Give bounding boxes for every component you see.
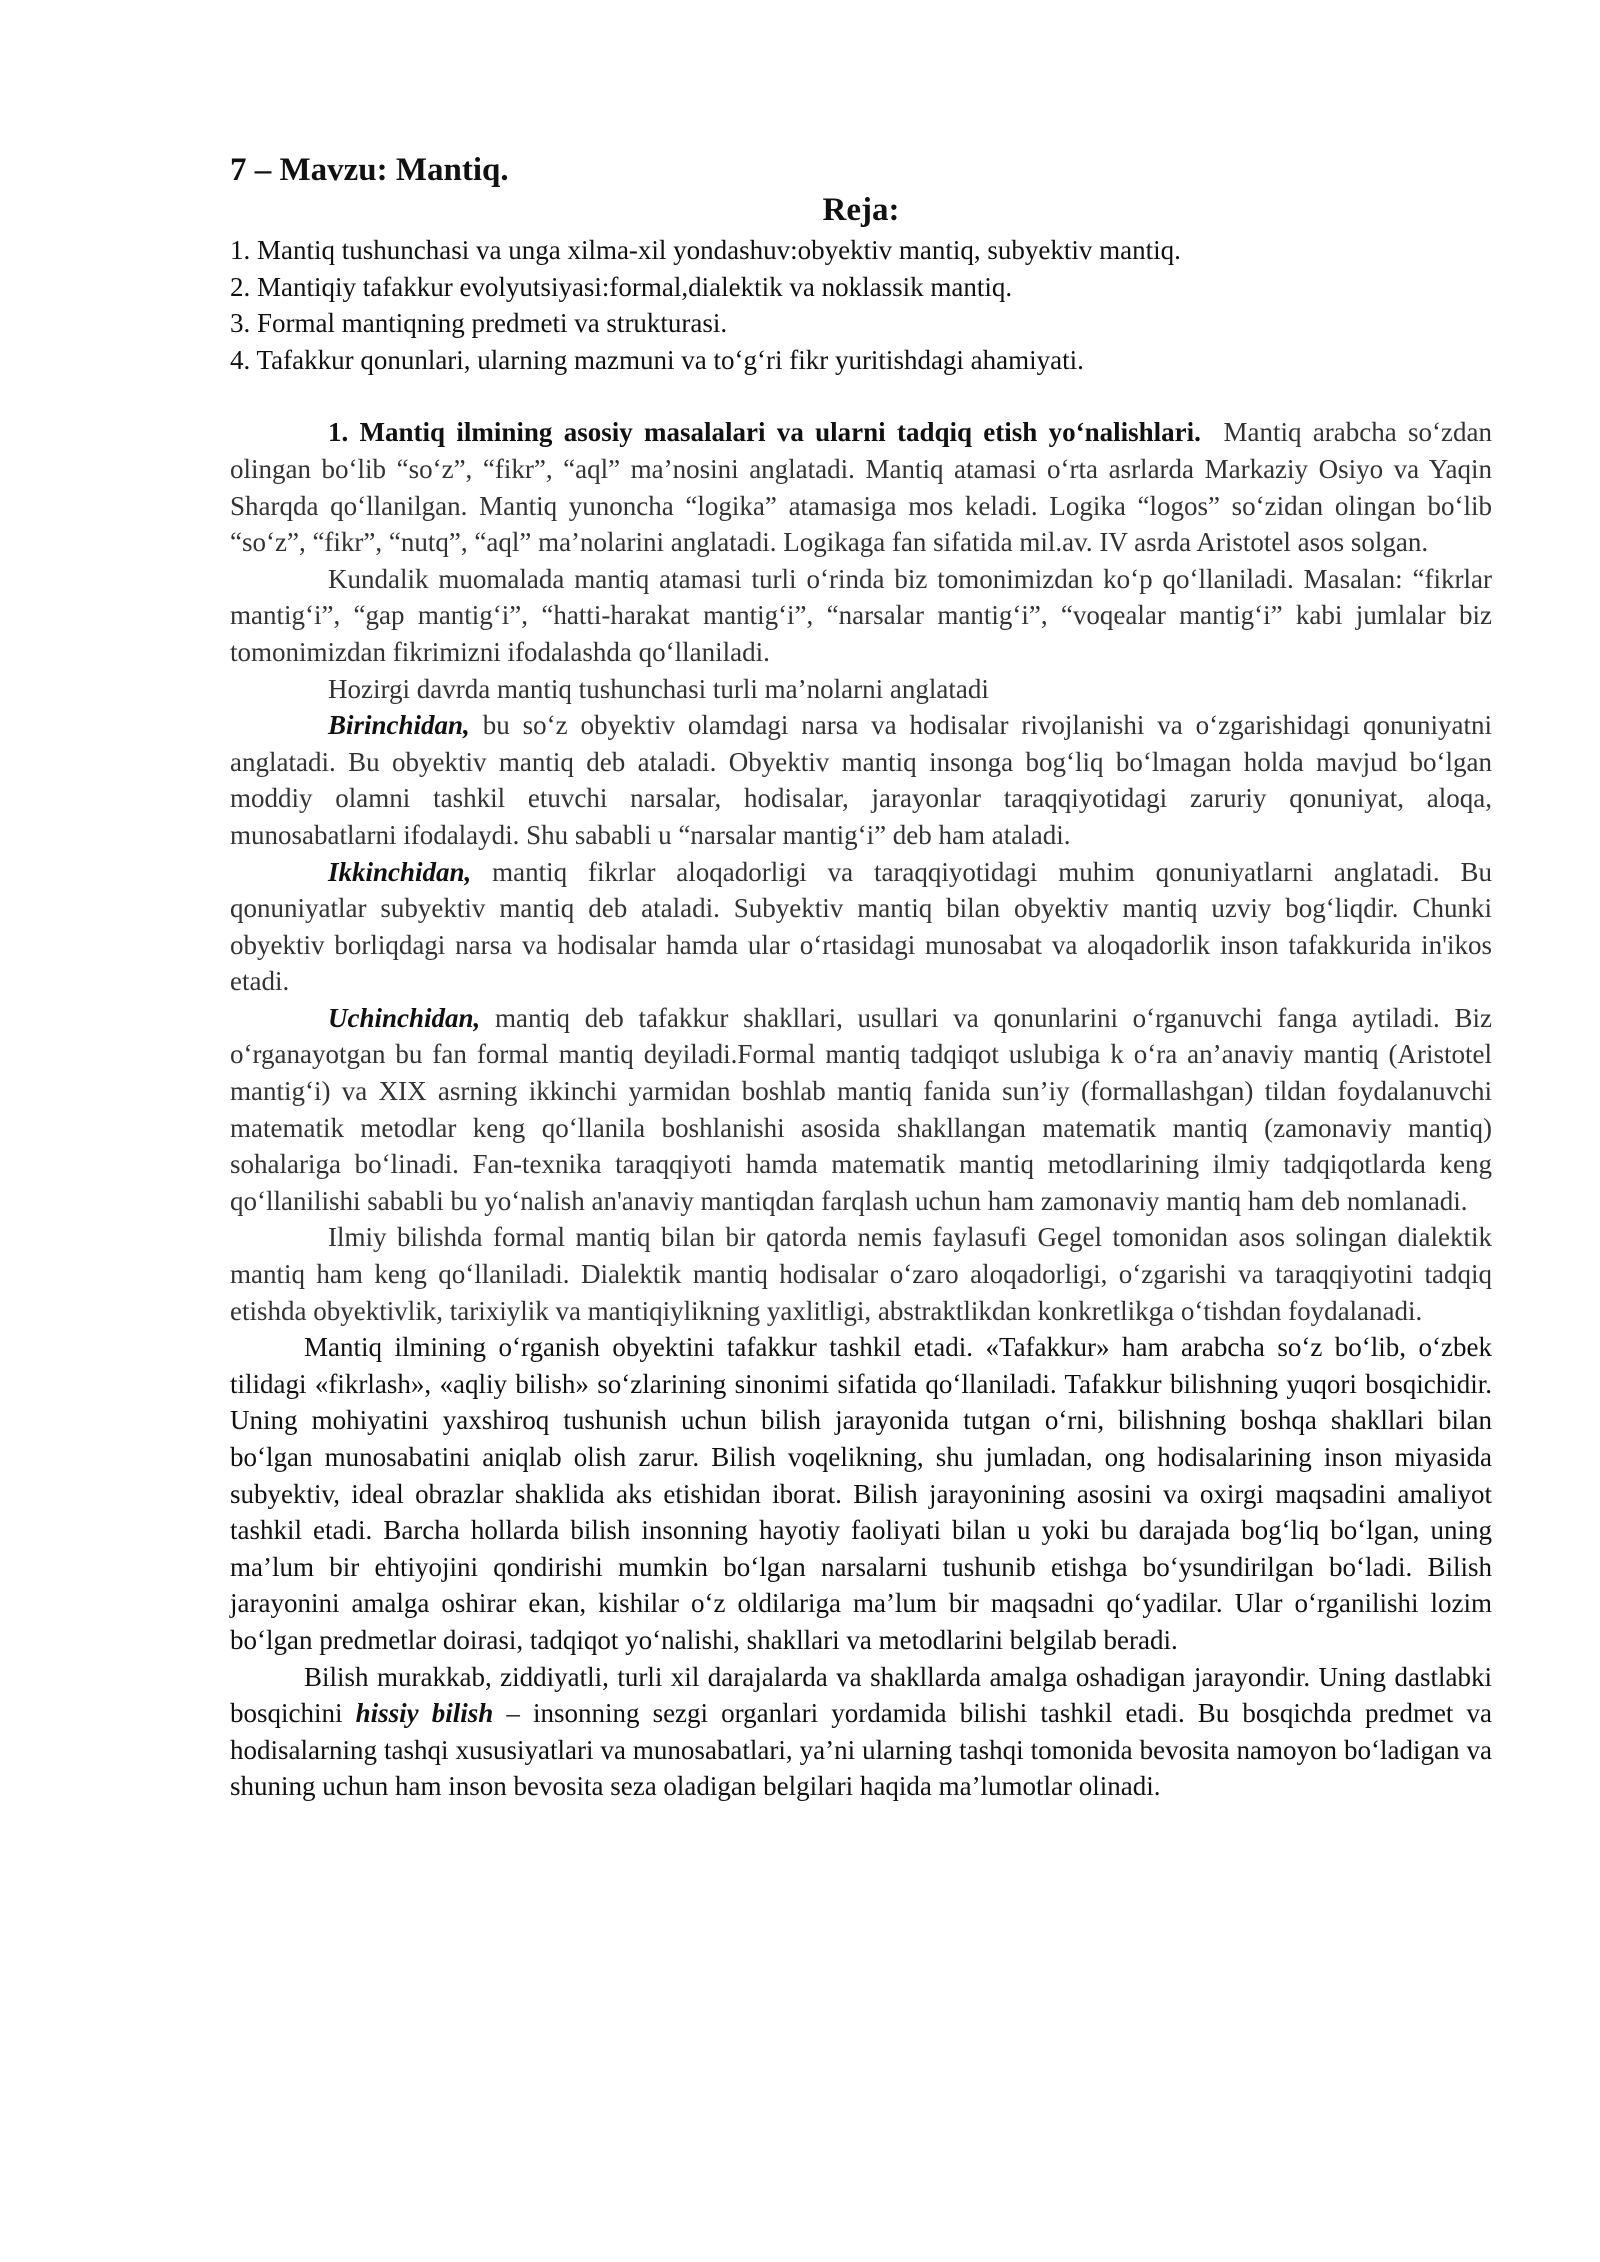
plan-item: 3. Formal mantiqning predmeti va strukturasi. <box>230 308 728 339</box>
plan-list <box>230 232 1492 378</box>
paragraph-text: bu so‘z obyektiv olamdagi narsa va hodisalar rivojlanishi va o‘zgarishidagi qonuniyatni anglatadi. Bu obyektiv mantiq deb ataladi. Obyektiv mantiq insonga bog‘liq bo‘lmagan holda mavjud bo‘lgan moddiy olamni tashkil etuvchi narsalar, hodisalar, jarayonlar taraqqiyotidagi zaruriy qonuniyat, aloqa, munosabatlarni ifodalaydi. Shu sababli u “narsalar mantig‘i” deb ham ataladi. <box>230 710 1492 850</box>
paragraph-text: mantiq deb tafakkur shakllari, usullari va qonunlarini o‘rganuvchi fanga aytiladi. Biz o‘rganayotgan bu fan formal mantiq deyiladi.Formal mantiq tadqiqot uslubiga k o‘ra an’anaviy mantiq (Aristotel mantig‘i) va XIX asrning ikkinchi yarmidan boshlab mantiq fanida sun’iy (formallashgan) tildan foydalanuvchi matematik metodlar keng qo‘llanila boshlanishi asosida shakllangan matematik mantiq (zamonaviy mantiq) sohalariga bo‘linadi. Fan-texnika taraqqiyoti hamda matematik mantiq metodlarining ilmiy tadqiqotlarda keng qo‘llanilishi sababli bu yo‘nalish an'anaviy mantiqdan farqlash uchun ham zamonaviy mantiq ham deb nomlanadi. <box>230 1002 1492 1216</box>
paragraph-lead: Ikkinchidan, <box>328 856 472 887</box>
paragraph: Hozirgi davrda mantiq tushunchasi turli ma’nolarni anglatadi <box>328 673 989 704</box>
paragraph: Ilmiy bilishda formal mantiq bilan bir qatorda nemis faylasufi Gegel tomonidan asos solingan dialektik mantiq ham keng qo‘llaniladi. Dialektik mantiq hodisalar o‘zaro aloqadorligi, o‘zgarishi va taraqqiyotini tadqiq etishda obyektivlik, tarixiylik va mantiqiylikning yaxlitligi, abstraktlikdan konkretlikga o‘tishdan foydalanadi. <box>230 1222 1492 1326</box>
paragraph <box>230 1659 1492 1805</box>
emphasis-term: hissiy bilish <box>355 1698 494 1729</box>
paragraph-text: Mantiq arabcha so‘zdan olingan bo‘lib “so‘z”, “fikr”, “aql” ma’nosini anglatadi. Mantiq atamasi o‘rta asrlarda Markaziy Osiyo va Yaqin Sharqda qo‘llanilgan. Mantiq yunoncha “logika” atamasiga mos keladi. Logika “logos” so‘zidan olingan bo‘lib “so‘z”, “fikr”, “nutq”, “aql” ma’nolarini anglatadi. Logikaga fan sifatida mil.av. IV asrda Aristotel asos solgan. <box>230 417 1493 558</box>
paragraph-lead: Uchinchidan, <box>328 1002 481 1033</box>
paragraph-intro <box>230 414 1492 560</box>
paragraph <box>230 1000 1492 1220</box>
paragraph-text: Bilish murakkab, ziddiyatli, turli xil darajalarda va shakllarda amalga oshadigan jarayondir. Uning dastlabki bosqichini <box>230 1661 1492 1729</box>
paragraph: Kundalik muomalada mantiq atamasi turli o‘rinda biz tomonimizdan ko‘p qo‘llaniladi. Masalan: “fikrlar mantig‘i”, “gap mantig‘i”, “hatti-harakat mantig‘i”, “narsalar mantig‘i”, “voqealar mantig‘i” kabi jumlalar biz tomonimizdan fikrimizni ifodalashda qo‘llaniladi. <box>230 563 1492 667</box>
paragraph-text: mantiq fikrlar aloqadorligi va taraqqiyotidagi muhim qonuniyatlarni anglatadi. Bu qonuniyatlar subyektiv mantiq deb ataladi. Subyektiv mantiq bilan obyektiv mantiq uzviy bog‘liqdir. Chunki obyektiv borliqdagi narsa va hodisalar hamda ular o‘rtasidagi munosabat va aloqadorlik inson tafakkurida in'ikos etadi. <box>230 856 1492 997</box>
plan-item: 2. Mantiqiy tafakkur evolyutsiyasi:formal,dialektik va noklassik mantiq. <box>230 271 1013 302</box>
plan-title: Reja: <box>822 192 900 228</box>
topic-title: 7 – Mavzu: Mantiq. <box>230 152 509 188</box>
section-heading: 1. Mantiq ilmining asosiy masalalari va ularni tadqiq etish yo‘nalishlari. <box>328 417 1201 448</box>
paragraph <box>230 707 1492 853</box>
section-body <box>230 414 1492 1805</box>
plan-item: 4. Tafakkur qonunlari, ularning mazmuni va to‘g‘ri fikr yuritishdagi ahamiyati. <box>230 344 1084 375</box>
document-page <box>230 150 1492 1805</box>
paragraph <box>230 854 1492 1000</box>
plan-item: 1. Mantiq tushunchasi va unga xilma-xil yondashuv:obyektiv mantiq, subyektiv mantiq. <box>230 235 1181 265</box>
paragraph-lead: Birinchidan, <box>328 710 470 741</box>
paragraph: Mantiq ilmining o‘rganish obyektini tafakkur tashkil etadi. «Tafakkur» ham arabcha so‘z bo‘lib, o‘zbek tilidagi «fikrlash», «aqliy bilish» so‘zlarining sinonimi sifatida qo‘llaniladi. Tafakkur bilishning yuqori bosqichidir. Uning mohiyatini yaxshiroq tushunish uchun bilish jarayonida tutgan o‘rni, bilishning boshqa shakllari bilan bo‘lgan munosabatini aniqlab olish zarur. Bilish voqelikning, shu jumladan, ong hodisalarining inson miyasida subyektiv, ideal obrazlar shaklida aks etishidan iborat. Bilish jarayonining asosini va oxirgi maqsadini amaliyot tashkil etadi. Barcha hollarda bilish insonning hayotiy faoliyati bilan u yoki bu darajada bog‘liq bo‘lgan, uning ma’lum bir ehtiyojini qondirishi mumkin bo‘lgan narsalarni tushunib etishga bo‘ysundirilgan bo‘ladi. Bilish jarayonini amalga oshirar ekan, kishilar o‘z oldilariga ma’lum bir maqsadni qo‘yadilar. Ular o‘rganilishi lozim bo‘lgan predmetlar doirasi, tadqiqot yo‘nalishi, shakllari va metodlarini belgilab beradi. <box>230 1332 1492 1655</box>
paragraph-text: – insonning sezgi organlari yordamida bilishi tashkil etadi. Bu bosqichda predmet va hodisalarning tashqi xususiyatlari va munosabatlari, ya’ni ularning tashqi tomonida bevosita namoyon bo‘ladigan va shuning uchun ham inson bevosita seza oladigan belgilari haqida ma’lumotlar olinadi. <box>230 1698 1493 1802</box>
